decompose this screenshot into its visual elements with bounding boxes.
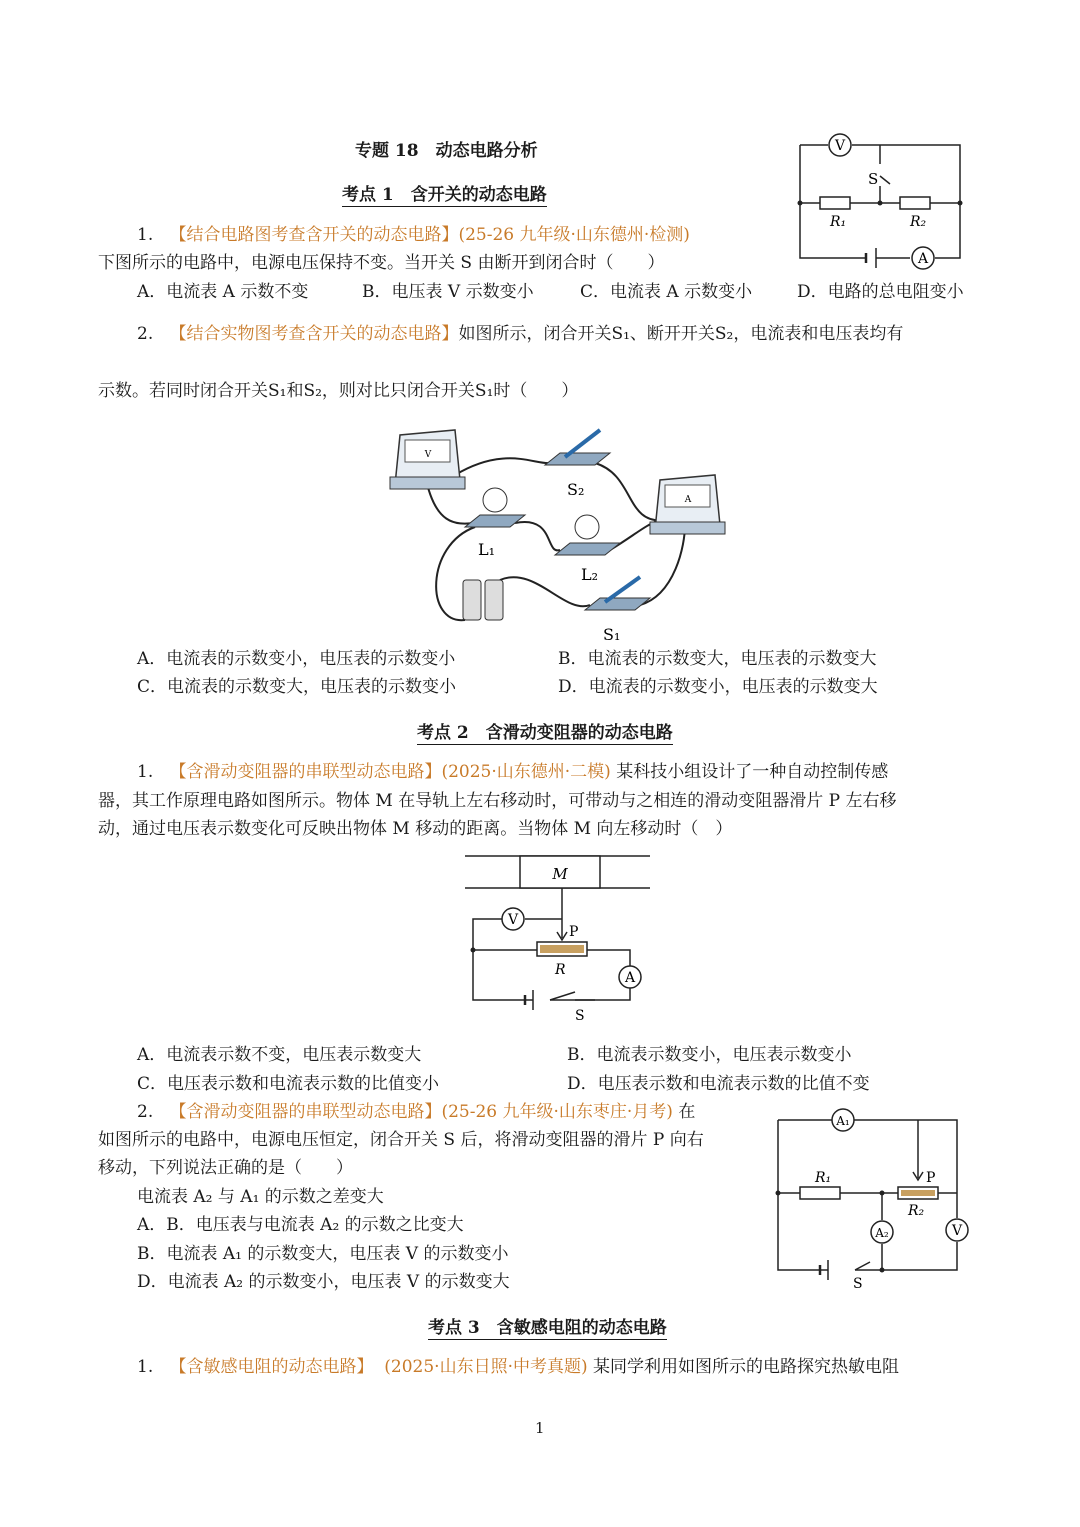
diagram3-v-label: V xyxy=(951,1223,963,1239)
ammeter-device xyxy=(650,475,725,534)
voltmeter-device xyxy=(390,430,465,489)
diagram2-r-label: R xyxy=(555,962,566,978)
diagram3-s-label: S xyxy=(853,1276,863,1292)
diagram3-p-label: P xyxy=(926,1170,936,1186)
s2-q1-source: (2025·山东德州·二模) xyxy=(441,762,611,782)
lamp-l2 xyxy=(555,515,620,555)
s2-q2-option-b: B．电流表 A₁ 的示数变大，电压表 V 的示数变小 xyxy=(137,1244,509,1264)
s1-q1-option-a: A．电流表 A 示数不变 xyxy=(137,282,309,302)
s2-q2-stem3: 移动，下列说法正确的是（ ） xyxy=(98,1158,353,1178)
s2-label: S₂ xyxy=(567,480,585,499)
s1-q1-line1 xyxy=(137,224,690,246)
diagram2-m-label: M xyxy=(552,865,568,883)
s2-q2-option-ab: A．B．电压表与电流表 A₂ 的示数之比变大 xyxy=(137,1215,464,1235)
s1-q2-option-b: B．电流表的示数变大，电压表的示数变大 xyxy=(558,649,877,669)
s1-q1-option-c: C．电流表 A 示数变小 xyxy=(580,282,753,302)
s2-q1-option-a: A．电流表示数不变，电压表示数变大 xyxy=(137,1045,422,1065)
diagram2-p-label: P xyxy=(569,924,579,940)
s3-q1-tag: 【含敏感电阻的动态电路】 xyxy=(169,1357,374,1377)
s2-q2-stem4: 电流表 A₂ 与 A₁ 的示数之差变大 xyxy=(137,1187,384,1207)
l2-label: L₂ xyxy=(581,565,599,584)
diagram3-a1-label: A₁ xyxy=(836,1114,850,1128)
diagram3-r1-label: R₁ xyxy=(815,1170,832,1186)
section2-heading: 考点 2 含滑动变阻器的动态电路 xyxy=(417,718,673,745)
diagram3-a2-label: A₂ xyxy=(875,1226,889,1240)
circuit-diagram-1 xyxy=(790,128,970,273)
s1-q1-tag: 【结合电路图考查含开关的动态电路】 xyxy=(169,225,459,245)
s1-q1-option-d: D．电路的总电阻变小 xyxy=(797,282,964,302)
page-title: 专题 18 动态电路分析 xyxy=(355,141,538,161)
s2-q2-option-d: D．电流表 A₂ 的示数变小，电压表 V 的示数变大 xyxy=(137,1272,510,1292)
s3-q1-line1 xyxy=(137,1356,899,1378)
s2-q1-tag: 【含滑动变阻器的串联型动态电路】 xyxy=(169,762,442,782)
diagram2-v-label: V xyxy=(507,912,519,928)
s2-q1-option-d: D．电压表示数和电流表示数的比值不变 xyxy=(567,1074,870,1094)
s3-q1-source: (2025·山东日照·中考真题) xyxy=(384,1357,588,1377)
s2-q2-line1 xyxy=(137,1101,695,1123)
s1-q2-line1 xyxy=(137,323,903,345)
s1-q1-stem: 下图所示的电路中，电源电压保持不变。当开关 S 由断开到闭合时（ ） xyxy=(98,253,665,273)
s2-q1-stem3: 动，通过电压表示数变化可反映出物体 M 移动的距离。当物体 M 向左移动时（ ） xyxy=(98,819,733,839)
s3-q1-number: 1. xyxy=(137,1357,154,1377)
meter-a-label: A xyxy=(684,495,692,505)
s2-q2-stem-end: 在 xyxy=(678,1102,696,1122)
diagram1-a-label: A xyxy=(917,251,929,267)
diagram2-a-label: A xyxy=(624,970,636,986)
s1-q1-source: (25-26 九年级·山东德州·检测) xyxy=(458,225,690,245)
s1-q2-tag: 【结合实物图考查含开关的动态电路】 xyxy=(169,324,459,344)
s2-q1-number: 1. xyxy=(137,762,154,782)
diagram2-s-label: S xyxy=(575,1008,585,1024)
lamp-l1 xyxy=(465,488,525,527)
circuit-diagram-3 xyxy=(770,1100,970,1295)
switch-s2 xyxy=(545,430,610,465)
s2-q2-source: (25-26 九年级·山东枣庄·月考) xyxy=(441,1102,673,1122)
l1-label: L₁ xyxy=(478,540,496,559)
s1-q2-option-a: A．电流表的示数变小，电压表的示数变小 xyxy=(137,649,456,669)
physical-circuit-illustration xyxy=(385,415,730,645)
diagram1-s-label: S xyxy=(868,170,879,188)
s1-q2-option-c: C．电流表的示数变大，电压表的示数变小 xyxy=(137,677,457,697)
s2-q1-line1 xyxy=(137,761,888,783)
s1-q2-stem1: 如图所示，闭合开关S₁、断开开关S₂，电流表和电压表均有 xyxy=(458,324,904,344)
s2-q1-option-b: B．电流表示数变小，电压表示数变小 xyxy=(567,1045,852,1065)
s2-q2-tag: 【含滑动变阻器的串联型动态电路】 xyxy=(169,1102,442,1122)
diagram1-r1-label: R₁ xyxy=(830,214,847,230)
s2-q1-option-c: C．电压表示数和电流表示数的比值变小 xyxy=(137,1074,440,1094)
s2-q2-number: 2. xyxy=(137,1102,154,1122)
s1-q2-option-d: D．电流表的示数变小，电压表的示数变大 xyxy=(558,677,878,697)
diagram1-r2-label: R₂ xyxy=(910,214,927,230)
section3-heading: 考点 3 含敏感电阻的动态电路 xyxy=(428,1313,667,1340)
s3-q1-stem: 某同学利用如图所示的电路探究热敏电阻 xyxy=(593,1357,900,1377)
s2-q1-stem1: 某科技小组设计了一种自动控制传感 xyxy=(616,762,889,782)
s2-q2-stem2: 如图所示的电路中，电源电压恒定，闭合开关 S 后，将滑动变阻器的滑片 P 向右 xyxy=(98,1130,704,1150)
diagram1-v-label: V xyxy=(834,138,846,154)
s1-q2-number: 2. xyxy=(137,324,154,344)
circuit-diagram-2 xyxy=(465,850,655,1025)
s1-q2-stem2: 示数。若同时闭合开关S₁和S₂，则对比只闭合开关S₁时（ ） xyxy=(98,381,579,401)
diagram3-r2-label: R₂ xyxy=(908,1203,925,1219)
battery-cells xyxy=(463,580,503,620)
s2-q1-stem2: 器，其工作原理电路如图所示。物体 M 在导轨上左右移动时，可带动与之相连的滑动变阻器滑片 P 左右移 xyxy=(98,791,897,811)
section1-heading: 考点 1 含开关的动态电路 xyxy=(342,180,547,207)
s1-q1-option-b: B．电压表 V 示数变小 xyxy=(362,282,534,302)
meter-v-label: V xyxy=(424,450,432,460)
page-number: 1 xyxy=(535,1419,545,1437)
s1-label: S₁ xyxy=(603,625,621,644)
s1-q1-number: 1. xyxy=(137,225,154,245)
